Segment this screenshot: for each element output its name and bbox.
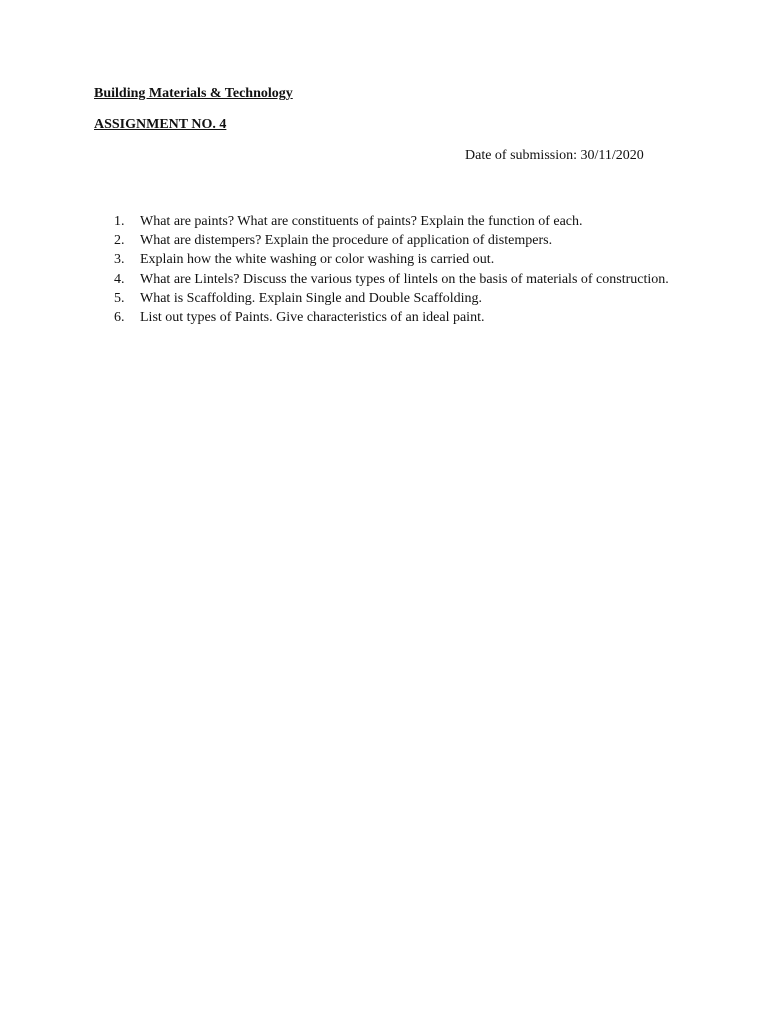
question-number: 4. (114, 271, 125, 287)
question-number: 3. (114, 252, 125, 268)
submission-date: Date of submission: 30/11/2020 (465, 148, 644, 163)
course-title: Building Materials & Technology (94, 86, 293, 101)
question-item (94, 289, 674, 308)
question-text: What is Scaffolding. Explain Single and Double Scaffolding. (140, 290, 483, 306)
question-item (94, 212, 674, 231)
question-text: What are Lintels? Discuss the various types of lintels on the basis of materials of construction. (140, 271, 669, 287)
question-list (94, 212, 674, 327)
question-number: 1. (114, 214, 125, 229)
question-number: 2. (114, 233, 125, 249)
question-text: Explain how the white washing or color washing is carried out. (140, 252, 495, 268)
question-text: List out types of Paints. Give characteristics of an ideal paint. (140, 310, 485, 326)
question-item (94, 270, 674, 289)
assignment-heading: ASSIGNMENT NO. 4 (94, 117, 227, 132)
question-item (94, 308, 674, 327)
question-text: What are paints? What are constituents of paints? Explain the function of each. (140, 214, 583, 229)
question-number: 5. (114, 290, 125, 306)
question-item (94, 231, 674, 250)
question-item (94, 250, 674, 269)
question-text: What are distempers? Explain the procedure of application of distempers. (140, 233, 553, 249)
question-number: 6. (114, 310, 125, 326)
